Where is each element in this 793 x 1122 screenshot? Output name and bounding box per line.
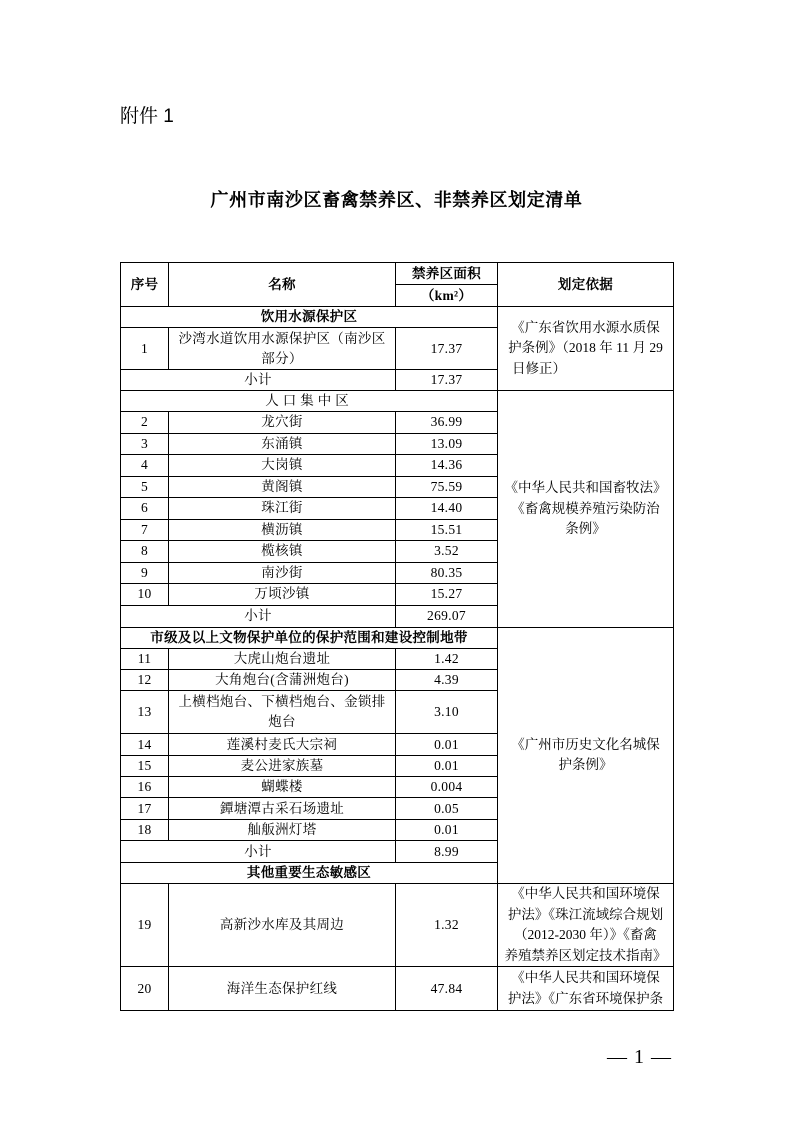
row-area: 0.01: [396, 820, 498, 841]
row-name: [169, 691, 396, 734]
row-number: 5: [121, 476, 169, 498]
row-name-line: 炮台: [268, 714, 296, 729]
basis-cell: [498, 627, 674, 884]
row-name: 蝴蝶楼: [169, 777, 396, 798]
row-name: 珠江街: [169, 498, 396, 520]
row-area: 0.01: [396, 734, 498, 756]
basis-cell: [498, 884, 674, 967]
row-number: 10: [121, 584, 169, 606]
row-number: 4: [121, 455, 169, 477]
row-number: 13: [121, 691, 169, 734]
header-basis: 划定依据: [498, 263, 674, 307]
basis-line: 护条例》（2018 年 11 月 29: [508, 340, 663, 356]
row-name-line: 上横档炮台、下横档炮台、金锁排: [178, 694, 386, 709]
table-row: [121, 967, 674, 1011]
row-area: 15.51: [396, 519, 498, 541]
row-name: 榄核镇: [169, 541, 396, 563]
row-area: 0.004: [396, 777, 498, 798]
basis-line: 护法》《广东省环境保护条: [507, 990, 664, 1006]
row-name: 舢舨洲灯塔: [169, 820, 396, 841]
row-name: 海洋生态保护红线: [169, 967, 396, 1011]
subtotal-value: 269.07: [396, 605, 498, 627]
row-number: 9: [121, 562, 169, 584]
row-name-line: 部分）: [261, 350, 303, 366]
row-name: 高新沙水库及其周边: [169, 884, 396, 967]
row-area: 1.42: [396, 649, 498, 670]
row-area: 80.35: [396, 562, 498, 584]
header-name: 名称: [169, 263, 396, 307]
row-name: 莲溪村麦氏大宗祠: [169, 734, 396, 756]
section-header: 市级及以上文物保护单位的保护范围和建设控制地带: [121, 627, 498, 649]
row-number: 15: [121, 756, 169, 777]
row-name: 东涌镇: [169, 433, 396, 455]
subtotal-value: 17.37: [396, 370, 498, 391]
row-name: 黄阁镇: [169, 476, 396, 498]
header-index: 序号: [121, 263, 169, 307]
row-name: [169, 328, 396, 370]
section-header: 饮用水源保护区: [121, 307, 498, 328]
header-area-unit: （km²）: [396, 285, 498, 307]
designation-table: [120, 262, 674, 1011]
subtotal-label: 小计: [121, 605, 396, 627]
row-name: 横沥镇: [169, 519, 396, 541]
row-number: 2: [121, 412, 169, 434]
basis-line: 条例》: [565, 521, 606, 536]
basis-line: 《中华人民共和国畜牧法》: [504, 480, 667, 495]
row-number: 19: [121, 884, 169, 967]
basis-line: 养殖禁养区划定技术指南》: [504, 947, 667, 963]
row-number: 20: [121, 967, 169, 1011]
row-number: 12: [121, 670, 169, 691]
subtotal-label: 小计: [121, 370, 396, 391]
row-name: 大岗镇: [169, 455, 396, 477]
row-name: 龙穴街: [169, 412, 396, 434]
basis-line: 《中华人民共和国环境保: [511, 970, 660, 985]
row-name: 麦公进家族墓: [169, 756, 396, 777]
table-row: [121, 884, 674, 967]
basis-line: 日修正）: [512, 360, 566, 376]
row-number: 17: [121, 798, 169, 820]
row-name: 鐔塘潭古采石场遗址: [169, 798, 396, 820]
page-number: — 1 —: [607, 1046, 672, 1068]
basis-line: 护法》《珠江流域综合规划: [507, 906, 664, 922]
row-area: 14.40: [396, 498, 498, 520]
row-area: 4.39: [396, 670, 498, 691]
basis-line: 护条例》: [558, 757, 613, 773]
row-area: 0.01: [396, 756, 498, 777]
row-number: 11: [121, 649, 169, 670]
basis-cell: [498, 967, 674, 1011]
row-number: 7: [121, 519, 169, 541]
row-number: 6: [121, 498, 169, 520]
basis-line: 《中华人民共和国环境保: [511, 886, 660, 901]
row-number: 1: [121, 328, 169, 370]
row-area: 1.32: [396, 884, 498, 967]
section-header: 其他重要生态敏感区: [121, 863, 498, 884]
row-area: 17.37: [396, 328, 498, 370]
row-area: 13.09: [396, 433, 498, 455]
basis-line: 《畜禽规模养殖污染防治: [511, 500, 660, 516]
basis-cell: [498, 391, 674, 628]
row-area: 14.36: [396, 455, 498, 477]
header-area: 禁养区面积: [396, 263, 498, 285]
row-name-line: 沙湾水道饮用水源保护区（南沙区: [178, 330, 386, 346]
section-header: 人口集中区: [121, 391, 498, 412]
row-area: 15.27: [396, 584, 498, 606]
row-number: 3: [121, 433, 169, 455]
row-area: 0.05: [396, 798, 498, 820]
document-title: 广州市南沙区畜禽禁养区、非禁养区划定清单: [210, 190, 583, 210]
row-name: 南沙街: [169, 562, 396, 584]
basis-cell: [498, 307, 674, 391]
row-name: 万顷沙镇: [169, 584, 396, 606]
subtotal-value: 8.99: [396, 841, 498, 863]
row-number: 18: [121, 820, 169, 841]
row-name: 大角炮台(含蒲洲炮台): [169, 670, 396, 691]
row-number: 8: [121, 541, 169, 563]
attachment-label: 附件 1: [120, 106, 174, 127]
basis-line: 《广东省饮用水源水质保: [511, 319, 660, 335]
row-area: 36.99: [396, 412, 498, 434]
subtotal-label: 小计: [121, 841, 396, 863]
row-area: 47.84: [396, 967, 498, 1011]
row-area: 3.10: [396, 691, 498, 734]
basis-line: （2012-2030 年）》《畜禽: [514, 927, 657, 942]
row-area: 3.52: [396, 541, 498, 563]
row-name: 大虎山炮台遗址: [169, 649, 396, 670]
row-area: 75.59: [396, 476, 498, 498]
row-number: 14: [121, 734, 169, 756]
row-number: 16: [121, 777, 169, 798]
basis-line: 《广州市历史文化名城保: [511, 736, 660, 752]
